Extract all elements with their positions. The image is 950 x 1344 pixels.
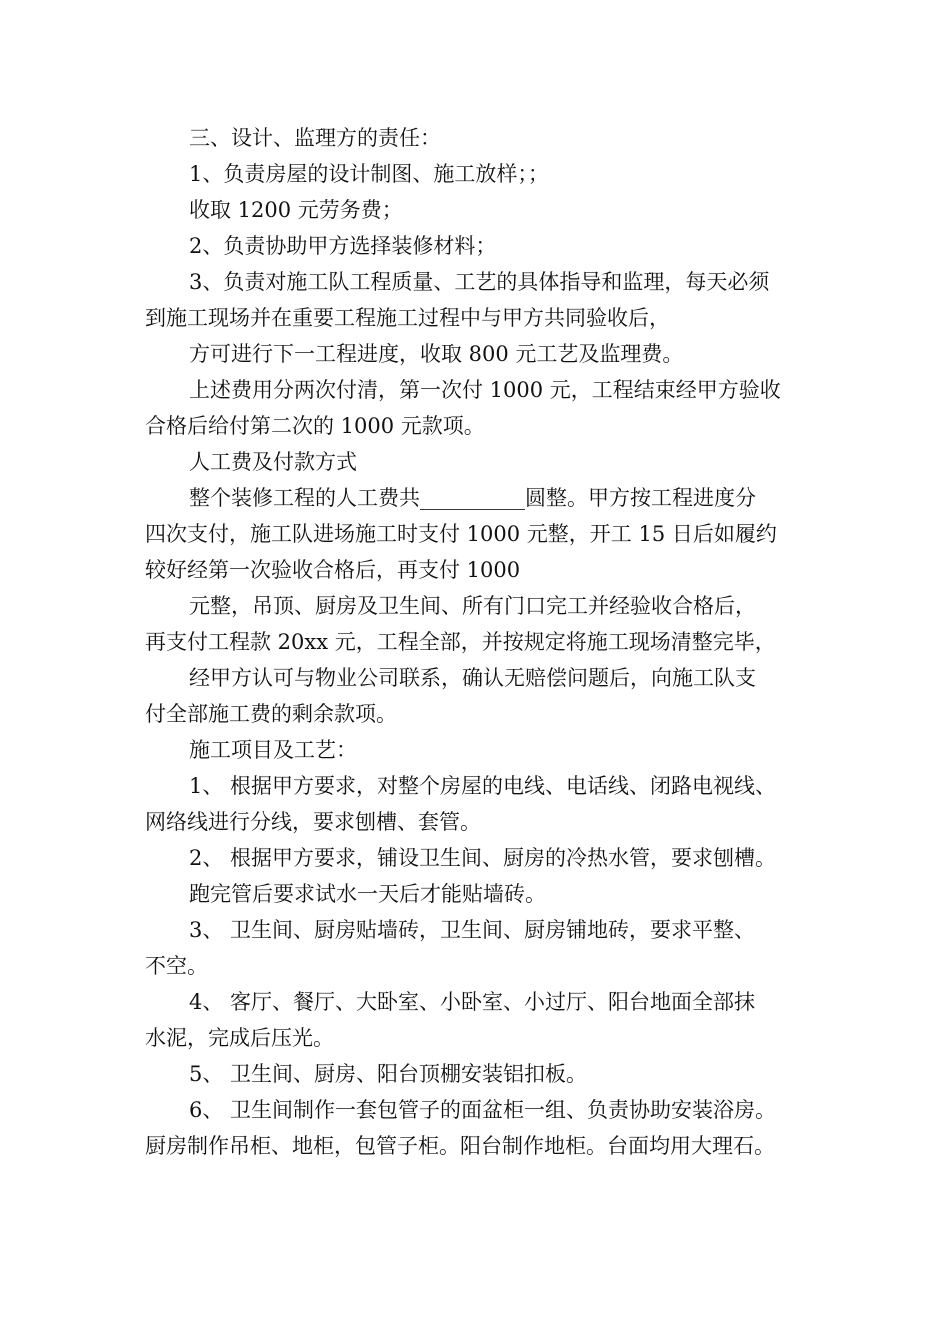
section-heading-labor-payment: 人工费及付款方式	[189, 450, 357, 474]
text-line: 1、 根据甲方要求，对整个房屋的电线、电话线、闭路电视线、	[189, 774, 777, 798]
text-line: 较好经第一次验收合格后，再支付 1000	[145, 558, 521, 582]
section-heading-design-supervision: 三、设计、监理方的责任：	[189, 126, 441, 150]
text-line: 2、负责协助甲方选择装修材料；	[189, 234, 497, 258]
text-line: 厨房制作吊柜、地柜，包管子柜。阳台制作地柜。台面均用大理石。	[145, 1134, 775, 1158]
text-line: 跑完管后要求试水一天后才能贴墙砖。	[189, 882, 546, 906]
text-line: 付全部施工费的剩余款项。	[145, 702, 397, 726]
text-line: 收取 1200 元劳务费；	[189, 198, 403, 222]
text-line: 四次支付，施工队进场施工时支付 1000 元整，开工 15 日后如履约	[145, 522, 777, 546]
text-line: 再支付工程款 20xx 元，工程全部，并按规定将施工现场清整完毕，	[145, 630, 776, 654]
text-line: 整个装修工程的人工费共__________圆整。甲方按工程进度分	[189, 486, 756, 510]
text-line: 3、负责对施工队工程质量、工艺的具体指导和监理，每天必须	[189, 270, 770, 294]
text-line: 2、 根据甲方要求，铺设卫生间、厨房的冷热水管，要求刨槽。	[189, 846, 777, 870]
text-line: 合格后给付第二次的 1000 元款项。	[145, 414, 485, 438]
document-body	[145, 120, 825, 1164]
text-line: 元整，吊顶、厨房及卫生间、所有门口完工并经验收合格后，	[189, 594, 756, 618]
section-heading-construction-items: 施工项目及工艺：	[189, 738, 357, 762]
text-line: 5、 卫生间、厨房、阳台顶棚安装铝扣板。	[189, 1062, 588, 1086]
text-line: 1、负责房屋的设计制图、施工放样；；	[189, 162, 549, 186]
text-line: 网络线进行分线，要求刨槽、套管。	[145, 810, 481, 834]
text-line: 方可进行下一工程进度，收取 800 元工艺及监理费。	[189, 342, 684, 366]
text-line: 上述费用分两次付清，第一次付 1000 元，工程结束经甲方验收	[189, 378, 781, 402]
text-line: 到施工现场并在重要工程施工过程中与甲方共同验收后，	[145, 306, 670, 330]
text-line: 水泥，完成后压光。	[145, 1026, 334, 1050]
text-line: 经甲方认可与物业公司联系，确认无赔偿问题后，向施工队支	[189, 666, 756, 690]
text-line: 4、 客厅、餐厅、大卧室、小卧室、小过厅、阳台地面全部抹	[189, 990, 756, 1014]
text-line: 3、 卫生间、厨房贴墙砖，卫生间、厨房铺地砖，要求平整、	[189, 918, 756, 942]
text-line: 6、 卫生间制作一套包管子的面盆柜一组、负责协助安装浴房。	[189, 1098, 777, 1122]
text-line: 不空。	[145, 954, 208, 978]
